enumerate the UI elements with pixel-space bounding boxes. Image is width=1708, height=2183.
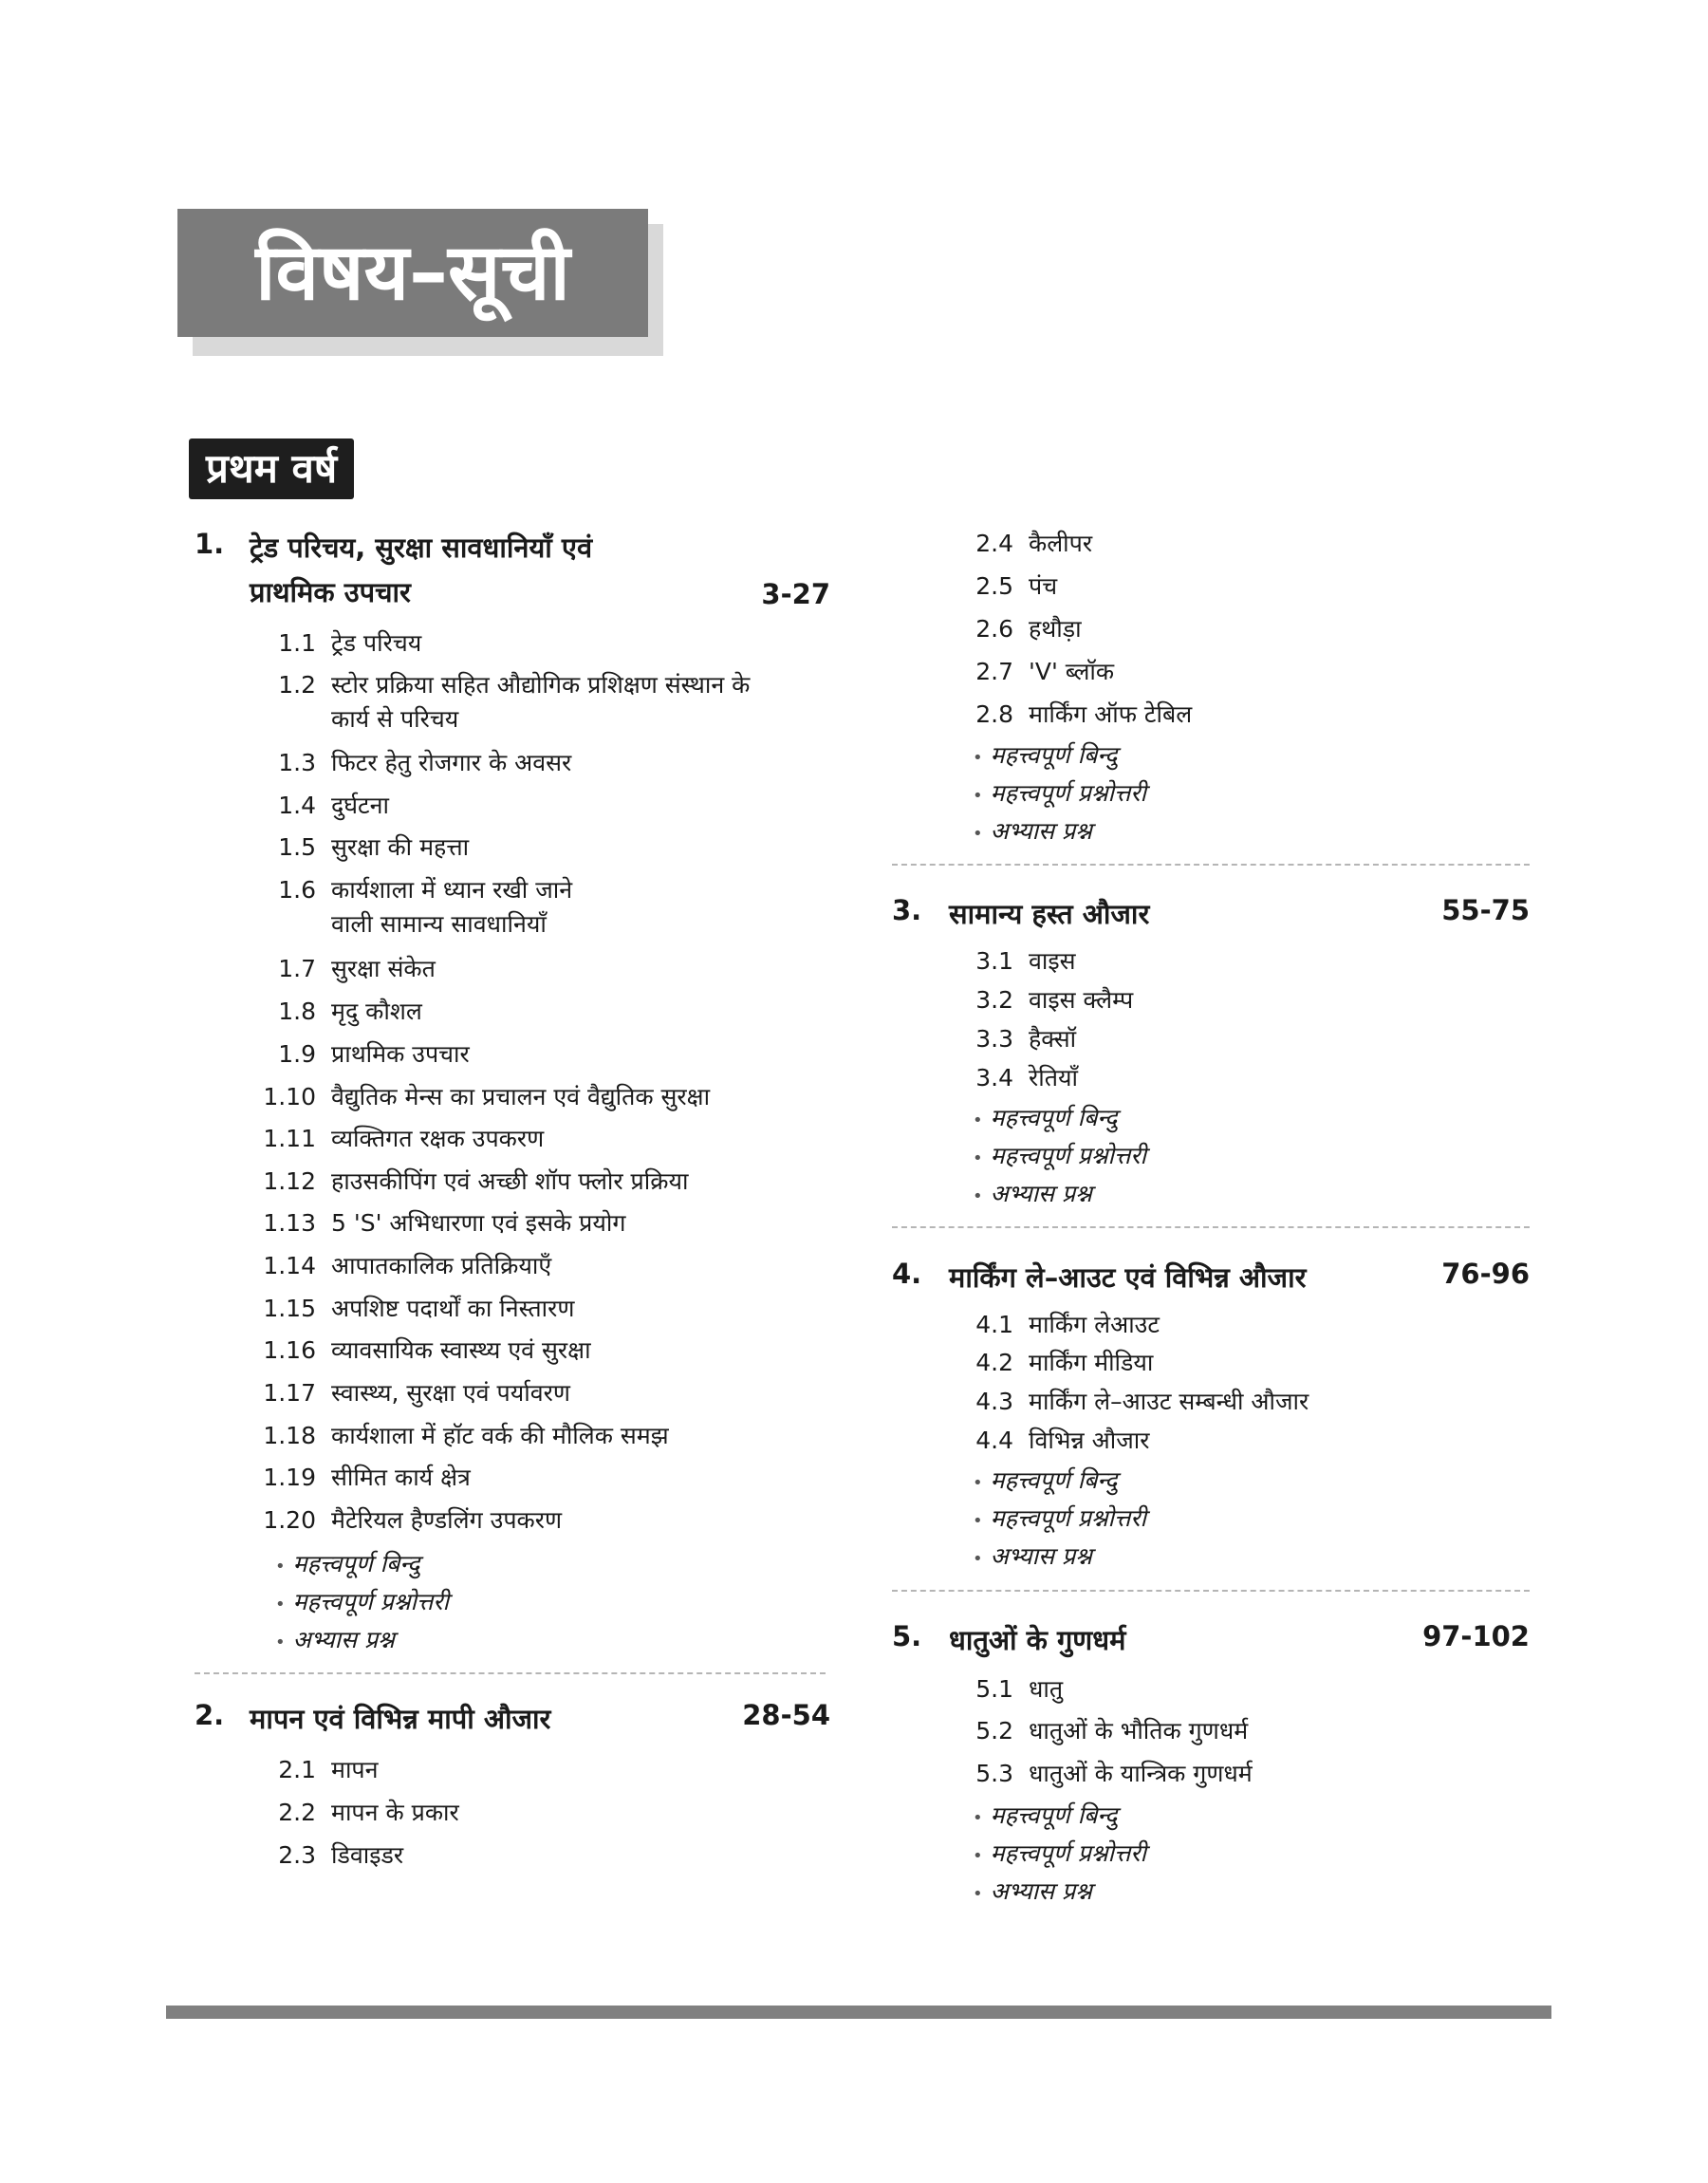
item-title: मृदु कौशल — [331, 998, 422, 1025]
item-title: सुरक्षा की महत्ता — [331, 833, 470, 861]
item-number: 3.1 — [975, 947, 1013, 975]
item-title: सीमित कार्य क्षेत्र — [331, 1464, 471, 1491]
item-title: 'V' ब्लॉक — [1029, 658, 1115, 685]
item-number: 2.3 — [278, 1841, 316, 1869]
extra-important-points: • महत्त्वपूर्ण बिन्दु — [973, 1104, 1118, 1131]
item-number: 5.2 — [975, 1717, 1013, 1745]
item-number: 2.5 — [975, 572, 1013, 600]
item-title: मापन के प्रकार — [331, 1799, 459, 1826]
item-number: 1.19 — [263, 1464, 316, 1491]
item-number: 4.4 — [975, 1427, 1013, 1454]
chapter-number: 4. — [892, 1258, 922, 1290]
item-title: कैलीपर — [1029, 530, 1093, 557]
item-number: 1.20 — [263, 1506, 316, 1534]
divider — [195, 1672, 826, 1674]
item-title: कार्यशाला में हॉट वर्क की मौलिक समझ — [331, 1422, 669, 1449]
item-title: वाइस — [1029, 947, 1076, 975]
chapter-pages: 28-54 — [742, 1699, 830, 1731]
item-number: 1.13 — [263, 1209, 316, 1237]
item-title: प्राथमिक उपचार — [331, 1040, 470, 1068]
item-title: धातुओं के भौतिक गुणधर्म — [1029, 1717, 1249, 1745]
chapter-number: 1. — [195, 528, 225, 560]
item-title: विभिन्न औजार — [1029, 1427, 1150, 1454]
chapter-pages: 76-96 — [1441, 1258, 1530, 1290]
item-number: 3.2 — [975, 986, 1013, 1014]
item-title: मार्किंग ऑफ टेबिल — [1029, 700, 1193, 728]
toc-heading-block — [177, 209, 663, 356]
item-number: 1.18 — [263, 1422, 316, 1449]
chapter-title: सामान्य हस्त औजार — [949, 898, 1150, 930]
extra-important-points: • महत्त्वपूर्ण बिन्दु — [973, 741, 1118, 769]
item-title: मार्किंग मीडिया — [1029, 1349, 1154, 1376]
item-number: 1.11 — [263, 1125, 316, 1152]
item-number: 4.1 — [975, 1311, 1013, 1338]
item-title: ट्रेड परिचय — [331, 629, 422, 657]
extra-practice-questions: • अभ्यास प्रश्न — [973, 1180, 1092, 1207]
divider — [892, 864, 1530, 866]
item-title: मार्किंग लेआउट — [1029, 1311, 1160, 1338]
item-number: 1.9 — [278, 1040, 316, 1068]
extra-important-qa: • महत्त्वपूर्ण प्रश्नोत्तरी — [275, 1588, 449, 1615]
item-number: 5.3 — [975, 1760, 1013, 1787]
item-number: 3.4 — [975, 1064, 1013, 1092]
item-title: डिवाइडर — [331, 1841, 404, 1869]
item-number: 1.12 — [263, 1167, 316, 1195]
chapter-title: धातुओं के गुणधर्म — [949, 1624, 1126, 1656]
item-title: धातुओं के यान्त्रिक गुणधर्म — [1029, 1760, 1253, 1787]
item-number: 1.1 — [278, 629, 316, 657]
extra-practice-questions: • अभ्यास प्रश्न — [275, 1626, 395, 1653]
chapter-title: मार्किंग ले–आउट एवं विभिन्न औजार — [949, 1261, 1307, 1294]
item-title: व्यक्तिगत रक्षक उपकरण — [331, 1125, 545, 1152]
extra-practice-questions: • अभ्यास प्रश्न — [973, 1542, 1092, 1570]
item-title: रेतियाँ — [1029, 1064, 1078, 1092]
item-number: 2.7 — [975, 658, 1013, 685]
item-number: 2.6 — [975, 615, 1013, 643]
extra-important-qa: • महत्त्वपूर्ण प्रश्नोत्तरी — [973, 1504, 1146, 1532]
item-title: आपातकालिक प्रतिक्रियाएँ — [331, 1252, 552, 1279]
extra-practice-questions: • अभ्यास प्रश्न — [973, 817, 1092, 845]
item-title: मैटेरियल हैण्डलिंग उपकरण — [331, 1506, 563, 1534]
extra-important-qa: • महत्त्वपूर्ण प्रश्नोत्तरी — [973, 1142, 1146, 1169]
item-title: स्टोर प्रक्रिया सहित औद्योगिक प्रशिक्षण संस्थान के — [331, 671, 751, 699]
page-title: विषय–सूची — [177, 209, 648, 337]
chapter-number: 5. — [892, 1620, 922, 1652]
item-number: 5.1 — [975, 1675, 1013, 1703]
chapter-title-line2: प्राथमिक उपचार — [250, 576, 411, 608]
divider — [892, 1226, 1530, 1228]
chapter-title-line1: ट्रेड परिचय, सुरक्षा सावधानियाँ एवं — [250, 532, 593, 564]
chapter-pages: 3-27 — [761, 578, 830, 610]
extra-important-points: • महत्त्वपूर्ण बिन्दु — [275, 1550, 420, 1577]
item-number: 1.4 — [278, 792, 316, 819]
item-title: वाइस क्लैम्प — [1029, 986, 1134, 1014]
chapter-title: मापन एवं विभिन्न मापी औजार — [250, 1703, 551, 1735]
item-title: अपशिष्ट पदार्थों का निस्तारण — [331, 1295, 575, 1322]
item-number: 3.3 — [975, 1025, 1013, 1053]
item-number: 1.14 — [263, 1252, 316, 1279]
item-number: 1.10 — [263, 1083, 316, 1110]
year-badge: प्रथम वर्ष — [189, 438, 354, 499]
item-number: 2.4 — [975, 530, 1013, 557]
footer-bar — [166, 2006, 1551, 2019]
item-title: हाउसकीपिंग एवं अच्छी शॉप फ्लोर प्रक्रिया — [331, 1167, 689, 1195]
item-title: स्वास्थ्य, सुरक्षा एवं पर्यावरण — [331, 1379, 570, 1407]
extra-important-qa: • महत्त्वपूर्ण प्रश्नोत्तरी — [973, 779, 1146, 807]
item-number: 4.3 — [975, 1388, 1013, 1415]
item-number: 1.15 — [263, 1295, 316, 1322]
chapter-pages: 97-102 — [1422, 1620, 1530, 1652]
item-title-line2: वाली सामान्य सावधानियाँ — [331, 910, 547, 938]
item-title-line2: कार्य से परिचय — [331, 705, 459, 733]
item-title: हथौड़ा — [1029, 615, 1082, 643]
extra-important-qa: • महत्त्वपूर्ण प्रश्नोत्तरी — [973, 1839, 1146, 1867]
item-title: पंच — [1029, 572, 1058, 600]
item-number: 1.8 — [278, 998, 316, 1025]
item-number: 4.2 — [975, 1349, 1013, 1376]
item-number: 1.6 — [278, 876, 316, 904]
item-number: 1.16 — [263, 1336, 316, 1364]
item-title: सुरक्षा संकेत — [331, 955, 436, 982]
item-number: 2.2 — [278, 1799, 316, 1826]
item-title: दुर्घटना — [331, 792, 390, 819]
extra-practice-questions: • अभ्यास प्रश्न — [973, 1877, 1092, 1905]
item-title: व्यावसायिक स्वास्थ्य एवं सुरक्षा — [331, 1336, 591, 1364]
item-title: धातु — [1029, 1675, 1064, 1703]
item-title: वैद्युतिक मेन्स का प्रचालन एवं वैद्युतिक सुरक्षा — [331, 1083, 711, 1110]
item-number: 1.3 — [278, 749, 316, 776]
divider — [892, 1590, 1530, 1592]
extra-important-points: • महत्त्वपूर्ण बिन्दु — [973, 1801, 1118, 1829]
chapter-number: 3. — [892, 894, 922, 926]
item-number: 1.17 — [263, 1379, 316, 1407]
item-number: 1.5 — [278, 833, 316, 861]
item-title: कार्यशाला में ध्यान रखी जाने — [331, 876, 573, 904]
chapter-pages: 55-75 — [1441, 894, 1530, 926]
chapter-number: 2. — [195, 1699, 225, 1731]
item-title: फिटर हेतु रोजगार के अवसर — [331, 749, 572, 776]
item-number: 2.1 — [278, 1756, 316, 1783]
item-number: 2.8 — [975, 700, 1013, 728]
item-title: 5 'S' अभिधारणा एवं इसके प्रयोग — [331, 1209, 626, 1237]
item-title: मापन — [331, 1756, 379, 1783]
item-number: 1.2 — [278, 671, 316, 699]
item-title: हैक्सॉ — [1029, 1025, 1077, 1053]
item-number: 1.7 — [278, 955, 316, 982]
item-title: मार्किंग ले–आउट सम्बन्धी औजार — [1029, 1388, 1309, 1415]
extra-important-points: • महत्त्वपूर्ण बिन्दु — [973, 1466, 1118, 1494]
